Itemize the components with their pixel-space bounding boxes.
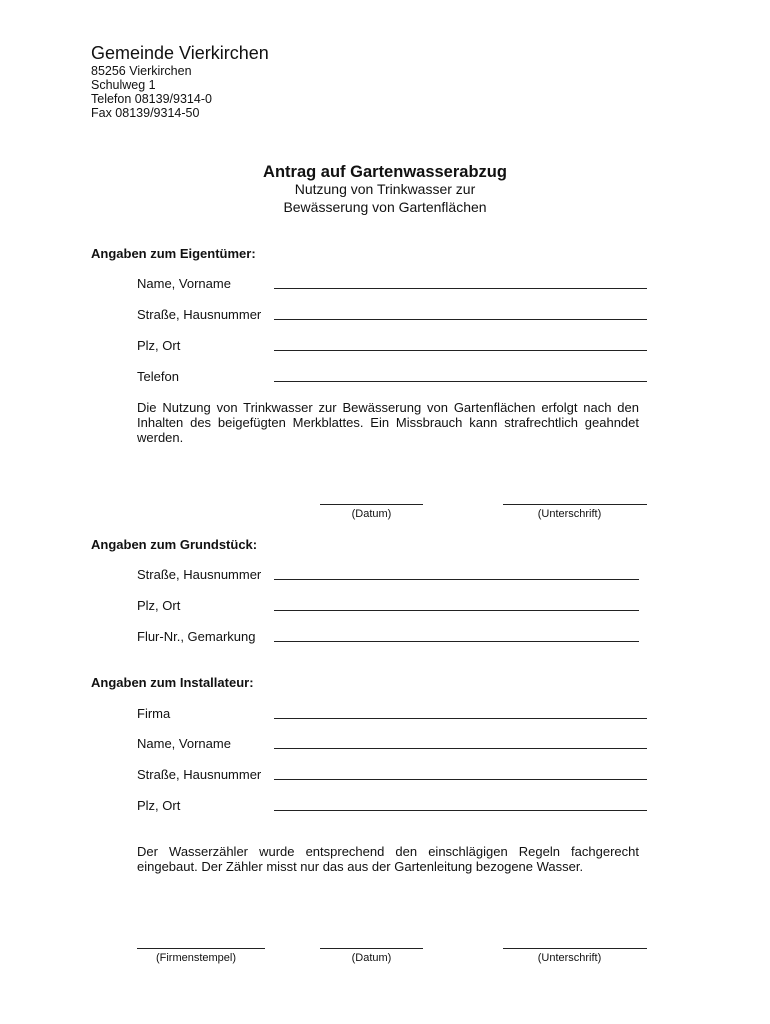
installer-name-label: Name, Vorname [137,736,231,751]
installer-stamp-field[interactable] [137,948,265,949]
installer-section-heading: Angaben zum Installateur: [91,675,254,690]
installer-zip-city-label: Plz, Ort [137,798,181,813]
installer-street-label: Straße, Hausnummer [137,767,262,782]
property-section-heading: Angaben zum Grundstück: [91,537,258,552]
installer-signature-caption: (Unterschrift) [537,952,602,964]
address-line: Fax 08139/9314-50 [91,106,200,120]
form-subtitle: Nutzung von Trinkwasser zur [294,181,476,197]
owner-signature-caption: (Unterschrift) [537,508,602,520]
owner-street-field[interactable] [274,319,647,320]
property-parcel-field[interactable] [274,641,639,642]
owner-date-field[interactable] [320,504,423,505]
owner-signature-field[interactable] [503,504,647,505]
owner-phone-field[interactable] [274,381,647,382]
installer-name-field[interactable] [274,748,647,749]
property-zip-city-label: Plz, Ort [137,598,181,613]
owner-street-label: Straße, Hausnummer [137,307,262,322]
property-parcel-label: Flur-Nr., Gemarkung [137,629,256,644]
installer-company-label: Firma [137,706,171,721]
owner-name-field[interactable] [274,288,647,289]
installer-street-field[interactable] [274,779,647,780]
address-line: Telefon 08139/9314-0 [91,92,212,106]
installer-stamp-caption: (Firmenstempel) [155,952,237,964]
address-line: 85256 Vierkirchen [91,64,192,78]
owner-zip-city-field[interactable] [274,350,647,351]
owner-phone-label: Telefon [137,369,179,384]
owner-date-caption: (Datum) [351,508,392,520]
installer-signature-field[interactable] [503,948,647,949]
owner-zip-city-label: Plz, Ort [137,338,181,353]
owner-section-heading: Angaben zum Eigentümer: [91,246,256,261]
property-street-field[interactable] [274,579,639,580]
installer-company-field[interactable] [274,718,647,719]
address-line: Schulweg 1 [91,78,156,92]
owner-name-label: Name, Vorname [137,276,231,291]
installer-zip-city-field[interactable] [274,810,647,811]
installer-date-caption: (Datum) [351,952,392,964]
property-zip-city-field[interactable] [274,610,639,611]
owner-notice: Die Nutzung von Trinkwasser zur Bewässerung von Gartenflächen erfolgt nach den Inhalten des beigefügten Merkblattes. Ein Missbrauch kann strafrechtlich geahndet werden. [137,400,639,445]
organization-name: Gemeinde Vierkirchen [91,43,269,63]
property-street-label: Straße, Hausnummer [137,567,262,582]
form-title: Antrag auf Gartenwasserabzug [263,163,507,181]
installer-notice: Der Wasserzähler wurde entsprechend den einschlägigen Regeln fachgerecht eingebaut. Der Zähler misst nur das aus der Gartenleitung bezogene Wasser. [137,844,639,874]
installer-date-field[interactable] [320,948,423,949]
form-subtitle: Bewässerung von Gartenflächen [283,199,487,215]
